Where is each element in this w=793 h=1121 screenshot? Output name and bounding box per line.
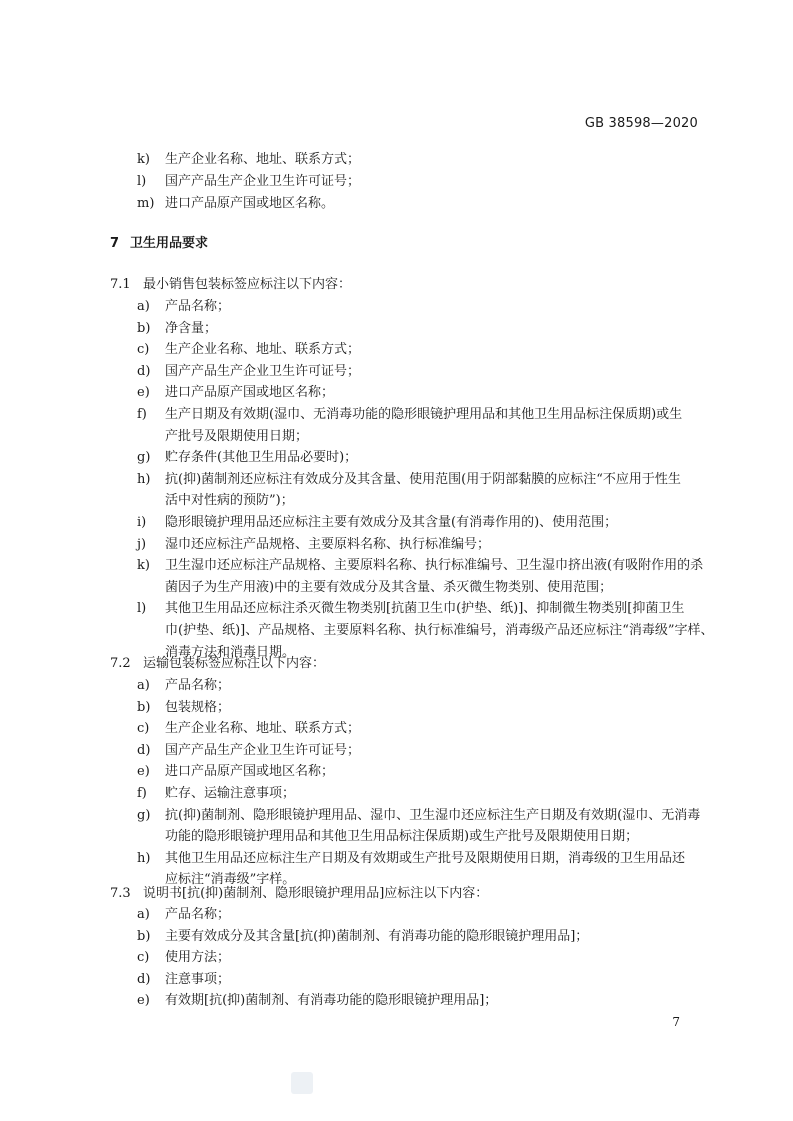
list-marker: f) [137, 786, 147, 801]
list-marker: l) [137, 174, 147, 189]
list-text: 进口产品原产国或地区名称； [165, 764, 335, 779]
list-text: 卫生湿巾还应标注产品规格、主要原料名称、执行标准编号、卫生湿巾挤出液(有吸附作用的杀 [165, 558, 704, 573]
list-text: 净含量； [165, 321, 218, 336]
list-text: 产品名称； [165, 678, 231, 693]
list-marker: l) [137, 601, 147, 616]
list-marker: k) [137, 558, 150, 573]
list-text: 生产日期及有效期(湿巾、无消毒功能的隐形眼镜护理用品和其他卫生用品标注保质期)或生 [165, 407, 683, 422]
list-marker: c) [137, 342, 150, 357]
list-text: 主要有效成分及其含量[抗(抑)菌制剂、有消毒功能的隐形眼镜护理用品]； [165, 929, 589, 944]
clause-intro: 运输包装标签应标注以下内容： [143, 656, 326, 671]
list-marker: k) [137, 152, 150, 167]
list-text: 应标注“消毒级”字样。 [165, 872, 296, 887]
scan-mark [291, 1072, 313, 1094]
list-text: 国产产品生产企业卫生许可证号； [165, 364, 361, 379]
list-text: 包装规格； [165, 700, 231, 715]
list-marker: e) [137, 385, 150, 400]
list-marker: b) [137, 321, 151, 336]
list-text: 生产企业名称、地址、联系方式； [165, 721, 361, 736]
list-text: 注意事项； [165, 972, 231, 987]
list-text: 贮存条件(其他卫生用品必要时)； [165, 450, 358, 465]
list-marker: g) [137, 808, 151, 823]
clause-intro: 最小销售包装标签应标注以下内容： [143, 277, 352, 292]
list-marker: i) [137, 515, 147, 530]
clause-number: 7.2 [110, 656, 131, 671]
list-text: 产品名称； [165, 907, 231, 922]
list-marker: h) [137, 472, 151, 487]
list-marker: b) [137, 929, 151, 944]
list-text: 活中对性病的预防”)； [165, 493, 294, 508]
list-marker: b) [137, 700, 151, 715]
list-marker: e) [137, 764, 150, 779]
list-text: 国产产品生产企业卫生许可证号； [165, 174, 361, 189]
list-text: 抗(抑)菌制剂、隐形眼镜护理用品、湿巾、卫生湿巾还应标注生产日期及有效期(湿巾、无消毒 [165, 808, 701, 823]
list-text: 国产产品生产企业卫生许可证号； [165, 743, 361, 758]
list-marker: a) [137, 299, 150, 314]
standard-code: GB 38598—2020 [584, 116, 698, 131]
list-text: 其他卫生用品还应标注杀灭微生物类别[抗菌卫生巾(护垫、纸)]、抑制微生物类别[抑菌卫生 [165, 601, 685, 616]
page-number: 7 [672, 1015, 680, 1029]
clause-number: 7.1 [110, 277, 131, 292]
list-marker: d) [137, 743, 151, 758]
list-text: 功能的隐形眼镜护理用品和其他卫生用品标注保质期)或生产批号及限期使用日期； [165, 829, 639, 844]
list-marker: a) [137, 678, 150, 693]
list-marker: a) [137, 907, 150, 922]
list-marker: c) [137, 721, 150, 736]
list-text: 菌因子为生产用液)中的主要有效成分及其含量、杀灭微生物类别、使用范围； [165, 580, 613, 595]
list-text: 消毒方法和消毒日期。 [165, 645, 296, 660]
list-marker: j) [137, 537, 147, 552]
list-text: 有效期[抗(抑)菌制剂、有消毒功能的隐形眼镜护理用品]； [165, 993, 498, 1008]
list-marker: m) [137, 196, 155, 211]
list-text: 贮存、运输注意事项； [165, 786, 296, 801]
list-marker: f) [137, 407, 147, 422]
clause-number: 7.3 [110, 886, 131, 901]
list-text: 巾(护垫、纸)]、产品规格、主要原料名称、执行标准编号，消毒级产品还应标注“消毒级”字样、 [165, 623, 714, 638]
list-text: 进口产品原产国或地区名称。 [165, 196, 335, 211]
list-marker: d) [137, 364, 151, 379]
list-marker: c) [137, 950, 150, 965]
list-marker: e) [137, 993, 150, 1008]
list-text: 生产企业名称、地址、联系方式； [165, 152, 361, 167]
list-text: 使用方法； [165, 950, 231, 965]
list-text: 产品名称； [165, 299, 231, 314]
list-marker: d) [137, 972, 151, 987]
list-text: 进口产品原产国或地区名称； [165, 385, 335, 400]
list-text: 其他卫生用品还应标注生产日期及有效期或生产批号及限期使用日期，消毒级的卫生用品还 [165, 851, 686, 866]
list-marker: h) [137, 851, 151, 866]
list-text: 隐形眼镜护理用品还应标注主要有效成分及其含量(有消毒作用的)、使用范围； [165, 515, 618, 530]
section-title: 卫生用品要求 [130, 236, 209, 251]
list-text: 产批号及限期使用日期； [165, 429, 309, 444]
list-text: 生产企业名称、地址、联系方式； [165, 342, 361, 357]
section-number: 7 [110, 236, 120, 251]
clause-intro: 说明书[抗(抑)菌制剂、隐形眼镜护理用品]应标注以下内容： [143, 886, 489, 901]
list-text: 抗(抑)菌制剂还应标注有效成分及其含量、使用范围(用于阴部黏膜的应标注“不应用于性生 [165, 472, 681, 487]
list-marker: g) [137, 450, 151, 465]
list-text: 湿巾还应标注产品规格、主要原料名称、执行标准编号； [165, 537, 491, 552]
